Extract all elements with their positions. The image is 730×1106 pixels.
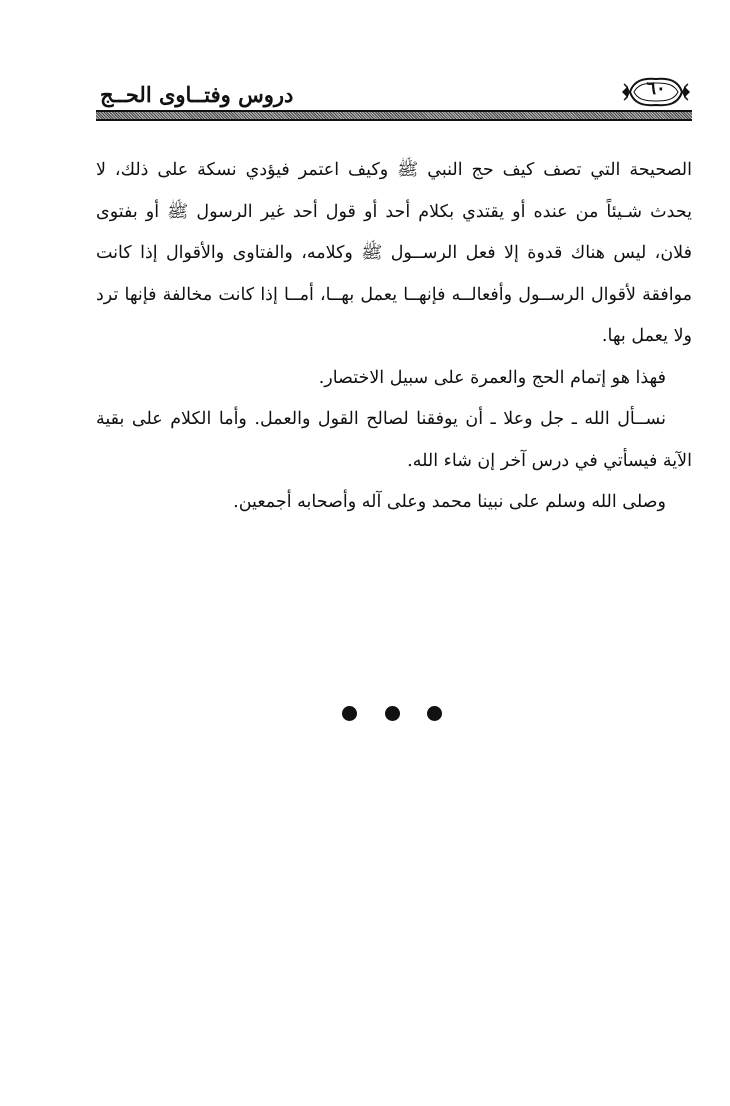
header-divider: [96, 110, 692, 121]
paragraph: نســأل الله ـ جل وعلا ـ أن يوفقنا لصالح القول والعمل. وأما الكلام على بقية الآية فيسأتي في درس آخر إن شاء الله.: [96, 409, 692, 471]
paragraph: فهذا هو إتمام الحج والعمرة على سبيل الاختصار.: [318, 367, 666, 388]
paragraph: الصحيحة التي تصف كيف حج النبي ﷺ وكيف اعتمر فيؤدي نسكة على ذلك، لا يحدث شـيئاً من عنده أو يقتدي بكلام أحد أو قول أحد غير الرسول ﷺ أو بفتوى فلان، ليس هناك قدوة إلا فعل الرســول ﷺ وكلامه، والفتاوى والأقوال إذا كانت موافقة لأقوال الرســول وأفعالــه فإنهــا يعمل بهــا، أمــا إذا كانت مخالفة فإنها ترد ولا يعمل بها.: [96, 160, 692, 346]
page-header: [96, 74, 692, 122]
body-text: [96, 150, 692, 524]
section-end-marker: [340, 706, 440, 726]
paragraph: وصلى الله وسلم على نبينا محمد وعلى آله وأصحابه أجمعين.: [233, 492, 666, 512]
page-number: ٦٠: [646, 78, 666, 99]
book-title: دروس وفتــاوى الحــج: [100, 82, 294, 107]
dot-icon: [385, 706, 400, 721]
dot-icon: [342, 706, 357, 721]
dot-icon: [427, 706, 442, 721]
